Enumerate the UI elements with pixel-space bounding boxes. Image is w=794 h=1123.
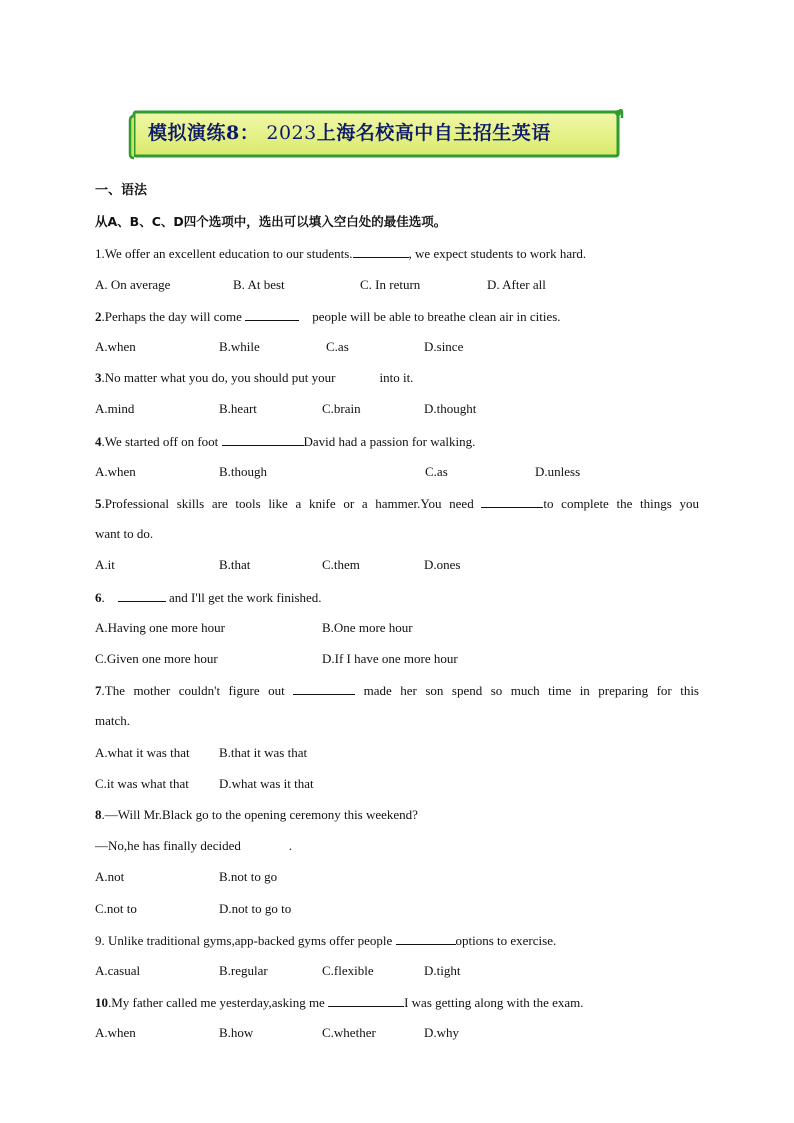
question-3-stem — [95, 370, 413, 386]
option-c: C.as — [326, 339, 349, 354]
question-5-stem — [95, 495, 699, 512]
option-a: A.Having one more hour — [95, 620, 225, 635]
question-text: .Professional skills are tools like a knife or a hammer.You need — [101, 496, 474, 511]
question-text: I was getting along with the exam. — [404, 995, 584, 1010]
banner-title-rest: 上海名校高中自主招生英语 — [316, 122, 551, 144]
option-d: D.ones — [424, 557, 461, 572]
question-number: 4 — [95, 434, 102, 449]
question-1-stem — [95, 245, 586, 262]
option-a: A.it — [95, 557, 115, 572]
option-c: C.brain — [322, 401, 361, 416]
option-c: C.them — [322, 557, 360, 572]
question-number: 9. — [95, 933, 105, 948]
answer-blank — [118, 589, 166, 602]
question-text: , we expect students to work hard. — [408, 246, 587, 261]
question-number: 6 — [95, 590, 102, 605]
question-6-stem — [95, 589, 322, 606]
answer-blank — [222, 433, 304, 446]
option-b: B.how — [219, 1025, 254, 1040]
option-d: D.thought — [424, 401, 477, 416]
option-c: C.whether — [322, 1025, 376, 1040]
question-text: made her son spend so much time in preparing for this — [363, 683, 699, 698]
option-c: C.Given one more hour — [95, 651, 218, 666]
option-b: B.One more hour — [322, 620, 413, 635]
question-text: —No,he has finally decided — [95, 838, 241, 853]
question-text: .—Will Mr.Black go to the opening ceremony this weekend? — [101, 807, 418, 822]
option-d: D.why — [424, 1025, 460, 1040]
option-d: D.tight — [424, 963, 461, 978]
option-b: B.regular — [219, 963, 268, 978]
option-a: A.what it was that — [95, 745, 190, 760]
option-b: B.that it was that — [219, 745, 308, 760]
question-9-stem — [95, 932, 556, 949]
option-c: C. In return — [360, 277, 421, 292]
option-b: B.while — [219, 339, 260, 354]
option-a: A.mind — [95, 401, 135, 416]
question-text: .We started off on foot — [101, 434, 219, 449]
question-number: 3 — [95, 370, 102, 385]
question-text: to complete the things you — [543, 496, 700, 511]
question-text: We offer an excellent education to our students. — [104, 246, 353, 261]
answer-blank — [245, 308, 299, 321]
option-c: C.as — [425, 464, 448, 479]
option-d: D.not to go to — [219, 901, 292, 916]
option-a: A.when — [95, 464, 136, 479]
answer-blank — [293, 682, 355, 695]
question-10-stem — [95, 994, 584, 1011]
question-7-stem-continued: match. — [95, 713, 131, 728]
question-number: 5 — [95, 496, 102, 511]
question-5-stem-continued: want to do. — [95, 526, 154, 541]
question-8-stem-reply — [95, 838, 292, 854]
option-d: D.what was it that — [219, 776, 314, 791]
question-text: into it. — [379, 370, 414, 385]
section-heading: 一、语法 — [95, 183, 148, 198]
question-text: .My father called me yesterday,asking me — [108, 995, 325, 1010]
option-a: A. On average — [95, 277, 171, 292]
question-7-stem — [95, 682, 699, 699]
answer-blank — [353, 245, 409, 258]
option-a: A.casual — [95, 963, 141, 978]
section-instruction: 从A、B、C、D四个选项中，选出可以填入空白处的最佳选项。 — [95, 214, 447, 229]
question-number: 2 — [95, 309, 102, 324]
banner-title-prefix: 模拟演练8： — [148, 122, 260, 144]
question-text: . — [288, 838, 293, 853]
question-text: people will be able to breathe clean air in cities. — [312, 309, 561, 324]
question-text: .Perhaps the day will come — [101, 309, 242, 324]
banner-title-year: 2023 — [266, 122, 317, 144]
banner-title — [148, 118, 608, 148]
question-text: David had a passion for walking. — [303, 434, 476, 449]
option-a: A.when — [95, 339, 136, 354]
option-b: B.heart — [219, 401, 257, 416]
question-text: Unlike traditional gyms,app-backed gyms offer people — [104, 933, 393, 948]
answer-blank — [396, 932, 456, 945]
question-8-stem — [95, 807, 418, 823]
option-b: B.not to go — [219, 869, 278, 884]
question-2-stem — [95, 308, 561, 325]
option-c: C.flexible — [322, 963, 374, 978]
option-b: B. At best — [233, 277, 285, 292]
question-text: . — [101, 590, 105, 605]
question-text: options to exercise. — [455, 933, 557, 948]
option-d: D.since — [424, 339, 464, 354]
question-4-stem — [95, 433, 475, 450]
option-a: A.when — [95, 1025, 136, 1040]
question-text: .The mother couldn't figure out — [101, 683, 285, 698]
option-d: D.unless — [535, 464, 581, 479]
option-d: D. After all — [487, 277, 546, 292]
question-number: 10 — [95, 995, 108, 1010]
answer-blank — [328, 994, 404, 1007]
option-d: D.If I have one more hour — [322, 651, 458, 666]
option-b: B.that — [219, 557, 251, 572]
question-text: and I'll get the work finished. — [169, 590, 322, 605]
title-banner — [128, 108, 620, 158]
question-number: 7 — [95, 683, 102, 698]
answer-blank — [481, 495, 543, 508]
question-number: 1. — [95, 246, 105, 261]
option-c: C.it was what that — [95, 776, 189, 791]
question-number: 8 — [95, 807, 102, 822]
question-text: .No matter what you do, you should put your — [101, 370, 336, 385]
option-a: A.not — [95, 869, 125, 884]
option-c: C.not to — [95, 901, 137, 916]
option-b: B.though — [219, 464, 268, 479]
